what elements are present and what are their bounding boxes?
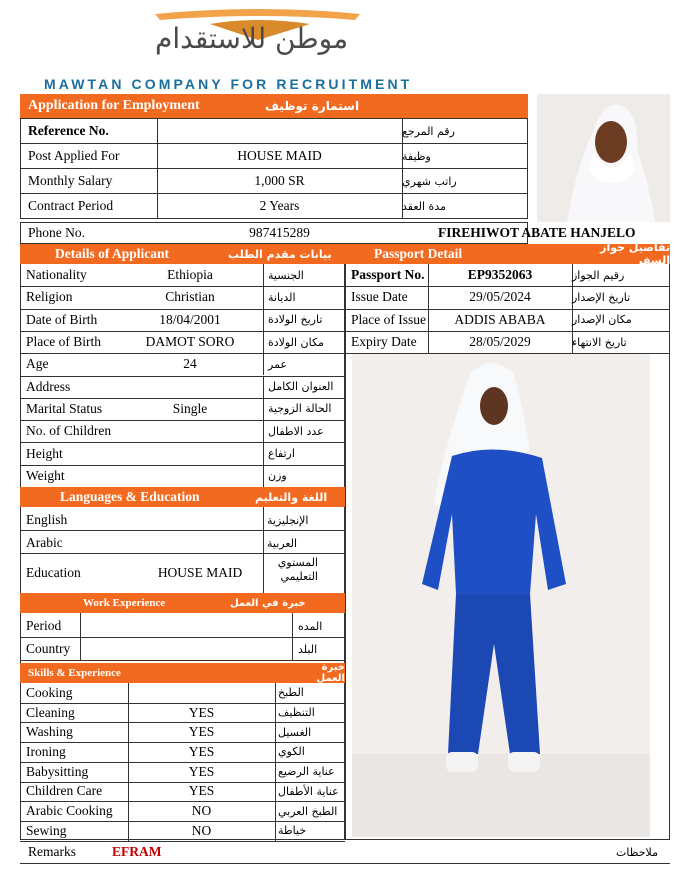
skill-value: YES (188, 724, 215, 740)
applicant-value: 18/04/2001 (159, 311, 221, 327)
passport-label: Passport No. (351, 267, 425, 283)
passport-label: Place of Issue (351, 311, 426, 327)
applicant-value: Christian (165, 289, 215, 305)
passport-value: 28/05/2029 (469, 334, 531, 350)
applicant-label-ar: ارتفاع (268, 447, 295, 461)
skill-label: Arabic Cooking (26, 803, 113, 819)
skills-title: Skills & Experience (28, 667, 121, 679)
education-label-ar: المستوي التعليمي (277, 556, 318, 583)
passport-label-ar: رقيم الجواز (572, 268, 625, 282)
applicant-value: 24 (183, 356, 197, 372)
applicant-label: Age (26, 356, 49, 372)
applicant-value: DAMOT SORO (145, 334, 235, 350)
application-form (20, 94, 670, 864)
passport-label-ar: تاريخ الانتهاء (572, 335, 627, 349)
arabic-label: Arabic (26, 535, 63, 550)
applicant-value: Ethiopia (167, 267, 213, 283)
country-label: Country (26, 641, 71, 656)
skill-label: Children Care (26, 783, 103, 799)
english-label-ar: الإنجليزية (267, 513, 309, 527)
english-value (120, 511, 260, 529)
skill-label-ar: خياطة (278, 824, 307, 838)
passport-value: EP9352063 (467, 267, 533, 283)
remarks-label-ar: ملاحظات (616, 845, 658, 859)
phone-value: 987415289 (249, 225, 310, 240)
skill-label: Babysitting (26, 763, 89, 779)
header (0, 0, 679, 92)
applicant-label-ar: عدد الاطفال (268, 424, 324, 438)
passport-label-ar: مكان الإصدار (572, 313, 632, 327)
skill-value: YES (188, 704, 215, 720)
application-title-ar: استمارة توظيف (265, 99, 360, 113)
contract-value: 2 Years (259, 198, 300, 213)
applicant-label-ar: الديانة (268, 290, 296, 304)
applicant-value (130, 444, 250, 462)
skill-value: YES (188, 743, 215, 759)
reference-label-ar: رقم المرجع (402, 124, 455, 138)
skill-value: NO (191, 822, 212, 838)
applicant-title: Details of Applicant (55, 246, 170, 261)
period-label-ar: المده (298, 619, 323, 633)
company-name: MAWTAN COMPANY FOR RECRUITMENT (44, 76, 413, 92)
applicant-label: No. of Children (26, 423, 112, 439)
skill-label-ar: الطبخ (278, 686, 304, 700)
languages-title-ar: اللغة والتعليم (255, 490, 328, 504)
applicant-label-ar: وزن (268, 469, 287, 483)
applicant-value (130, 378, 250, 396)
languages-title-bar (20, 487, 345, 507)
applicant-label: Religion (26, 289, 73, 305)
skill-label-ar: عناية الرضيع (278, 765, 335, 779)
languages-title: Languages & Education (60, 489, 200, 504)
contract-label: Contract Period (28, 198, 114, 213)
passport-value: ADDIS ABABA (454, 311, 546, 327)
skill-label: Cleaning (26, 704, 75, 720)
skill-value: YES (188, 783, 215, 799)
salary-value: 1,000 SR (254, 173, 305, 188)
applicant-value: Single (172, 400, 208, 416)
skill-label: Sewing (26, 822, 67, 838)
education-value: HOUSE MAID (157, 565, 243, 580)
arabic-value (120, 534, 260, 552)
passport-title-bar (345, 241, 670, 267)
english-label: English (26, 512, 68, 527)
applicant-label: Marital Status (26, 400, 103, 416)
applicant-value (130, 467, 250, 485)
applicant-value (130, 422, 250, 440)
applicant-label-ar: عمر (268, 357, 287, 371)
full-body-photo (352, 354, 650, 837)
logo-arabic-text: موطن للاستقدام (155, 22, 349, 55)
country-value (84, 639, 284, 659)
education-label: Education (26, 565, 81, 580)
skill-label-ar: التنظيف (278, 706, 315, 720)
portrait-photo (537, 94, 670, 222)
applicant-title-ar: بيانات مقدم الطلب (228, 247, 332, 261)
salary-label: Monthly Salary (28, 173, 113, 188)
phone-label: Phone No. (28, 225, 85, 240)
salary-label-ar: راتب شهري (402, 174, 457, 188)
application-title: Application for Employment (28, 98, 200, 113)
applicant-label: Date of Birth (26, 311, 98, 327)
passport-value: 29/05/2024 (469, 289, 531, 305)
applicant-label-ar: تاريخ الولادة (268, 313, 323, 327)
work-title-bar (20, 593, 345, 613)
post-label-ar: وظيفة (402, 149, 431, 163)
application-title-bar (20, 94, 528, 118)
country-label-ar: البلد (298, 642, 318, 656)
post-value: HOUSE MAID (237, 148, 322, 163)
applicant-label: Address (26, 378, 71, 394)
applicant-label-ar: الحالة الزوجية (268, 402, 332, 416)
remarks-value: EFRAM (112, 844, 162, 859)
applicant-title-bar (20, 244, 345, 264)
skill-label-ar: الغسيل (278, 725, 312, 739)
applicant-label: Weight (26, 467, 65, 483)
skill-value (128, 684, 275, 702)
skill-label: Washing (26, 724, 73, 740)
passport-label: Expiry Date (351, 334, 417, 350)
passport-title-ar: تفاصيل جواز السفر (600, 241, 670, 267)
applicant-label: Height (26, 445, 63, 461)
skill-value: NO (191, 803, 212, 819)
contract-label-ar: مدة العقد (402, 199, 446, 213)
passport-label: Issue Date (351, 289, 408, 305)
reference-value (157, 121, 402, 141)
skill-label-ar: عناية الأطفال (278, 784, 339, 798)
period-value (84, 616, 284, 636)
work-title-ar: خبرة في العمل (230, 597, 306, 609)
applicant-label-ar: مكان الولادة (268, 335, 324, 349)
applicant-label-ar: الجنسية (268, 268, 304, 282)
skill-label-ar: الكوي (278, 745, 305, 759)
applicant-label-ar: العنوان الكامل (268, 380, 334, 394)
passport-label-ar: تاريخ الإصدار (572, 290, 631, 304)
remarks-label: Remarks (28, 844, 76, 859)
skills-title-bar (20, 663, 345, 683)
skill-value: YES (188, 763, 215, 779)
applicant-label: Nationality (26, 267, 87, 283)
arabic-label-ar: العربية (267, 536, 298, 550)
skill-label: Ironing (26, 743, 66, 759)
skill-label-ar: الطبخ العربي (278, 804, 338, 818)
work-title: Work Experience (83, 597, 166, 609)
skill-label: Cooking (26, 684, 73, 700)
reference-label: Reference No. (28, 123, 109, 138)
skills-title-ar: خبرة العمل (316, 662, 345, 684)
post-label: Post Applied For (28, 148, 120, 163)
passport-title: Passport Detail (374, 246, 463, 261)
applicant-full-name: FIREHIWOT ABATE HANJELO (438, 225, 636, 240)
period-label: Period (26, 618, 62, 633)
applicant-label: Place of Birth (26, 334, 101, 350)
